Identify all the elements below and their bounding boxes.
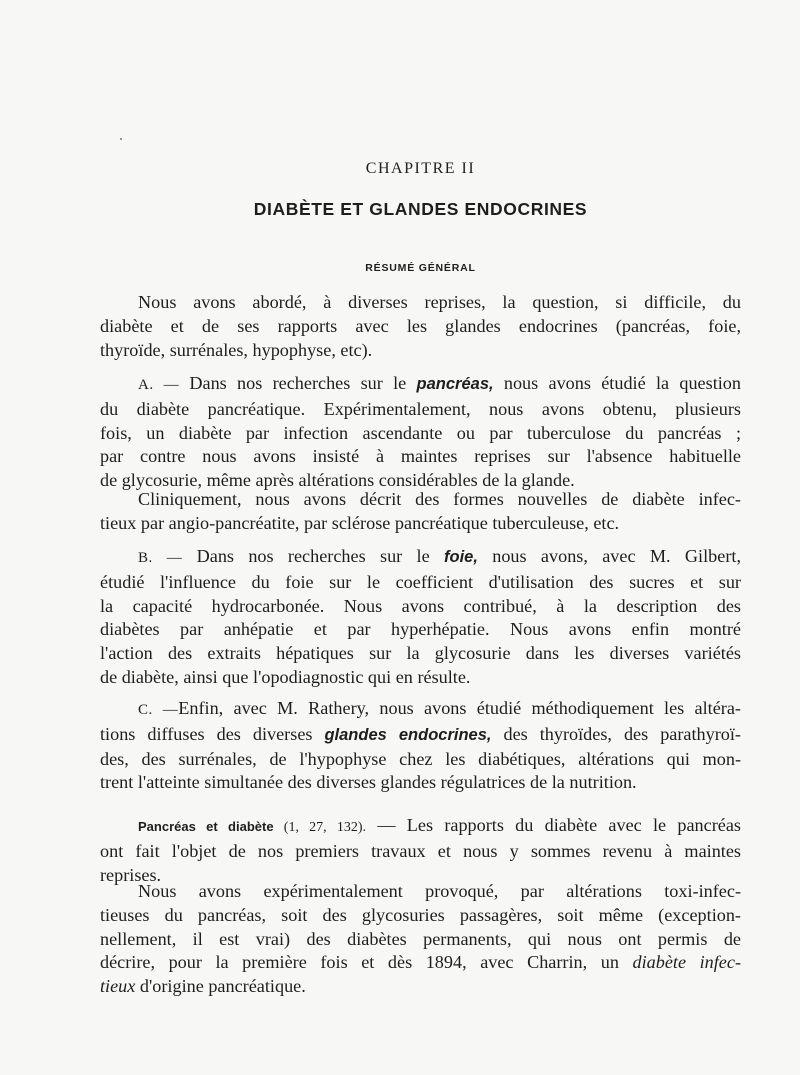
text-line: tieux d'origine pancréatique.: [100, 976, 306, 997]
references: (1, 27, 132).: [273, 820, 367, 835]
emphasis: diabète infec-: [632, 952, 741, 973]
text-line: de diabète, ainsi que l'opodiagnostic qui en résulte.: [100, 666, 471, 687]
text-line: l'action des extraits hépatiques sur la glycosurie dans les diverses variétés: [100, 643, 741, 664]
text-line: de glycosurie, même après altérations considérables de la glande.: [100, 470, 575, 491]
text-line: C. —Enfin, avec M. Rathery, nous avons étudié méthodiquement les altéra-: [138, 698, 741, 718]
text-line: du diabète pancréatique. Expérimentalement, nous avons obtenu, plusieurs: [100, 398, 741, 419]
section-a-paragraph: [100, 372, 741, 493]
section-a-clinical-paragraph: [100, 488, 741, 536]
text-line: Nous avons expérimentalement provoqué, par altérations toxi-infec-: [138, 881, 741, 901]
text-line: diabètes par anhépatie et par hyperhépatie. Nous avons enfin montré: [100, 619, 741, 640]
text-line: par contre nous avons insisté à maintes reprises sur l'absence habituelle: [100, 446, 741, 467]
section-tag: B. —: [138, 550, 183, 566]
chapter-title: DIABÈTE ET GLANDES ENDOCRINES: [253, 199, 588, 219]
section-subtitle: RÉSUMÉ GÉNÉRAL: [365, 262, 476, 274]
section-b-paragraph: [100, 545, 741, 690]
section-tag: A. —: [138, 377, 180, 393]
emphasis: glandes endocrines,: [324, 725, 492, 744]
section-c-paragraph: [100, 697, 741, 795]
document-page: [100, 0, 741, 1075]
intro-paragraph: [100, 291, 741, 362]
text-line: tieux par angio-pancréatite, par sclérose pancréatique tuberculeuse, etc.: [100, 512, 620, 533]
text-line: A. — Dans nos recherches sur le pancréas, nous avons étudié la question: [138, 373, 741, 393]
text-line: B. — Dans nos recherches sur le foie, nous avons, avec M. Gilbert,: [138, 546, 741, 566]
pancreas-paragraph: [100, 814, 741, 887]
text-line: ont fait l'objet de nos premiers travaux et nous y sommes revenu à maintes: [100, 840, 741, 861]
emphasis: pancréas,: [416, 375, 494, 393]
text-line: des, des surrénales, de l'hypophyse chez les diabétiques, altérations qui mon-: [100, 748, 741, 769]
text-line: Nous avons abordé, à diverses reprises, la question, si difficile, du: [138, 292, 741, 312]
pancreas-paragraph-2: [100, 880, 741, 999]
text-line: tieuses du pancréas, soit des glycosuries passagères, soit même (exception-: [100, 904, 741, 925]
text-line: trent l'atteinte simultanée des diverses glandes régulatrices de la nutrition.: [100, 772, 637, 793]
text-line: reprises.: [100, 864, 162, 885]
text-line: fois, un diabète par infection ascendante ou par tuberculose du pancréas ;: [100, 422, 741, 443]
text-line: nellement, il est vrai) des diabètes permanents, qui nous ont permis de: [100, 928, 741, 949]
emphasis: tieux: [100, 976, 136, 997]
text-line: tions diffuses des diverses glandes endocrines, des thyroïdes, des parathyroï-: [100, 723, 741, 744]
emphasis: foie,: [444, 548, 478, 566]
chapter-heading: CHAPITRE II: [365, 160, 476, 177]
run-in-heading: Pancréas et diabète: [138, 819, 274, 834]
section-tag: C. —: [138, 702, 179, 718]
text-line: thyroïde, surrénales, hypophyse, etc).: [100, 339, 373, 360]
text-line: étudié l'influence du foie sur le coefficient d'utilisation des sucres et sur: [100, 571, 741, 592]
text-line: Pancréas et diabète (1, 27, 132). — Les rapports du diabète avec le pancréas: [138, 815, 741, 835]
text-line: Cliniquement, nous avons décrit des formes nouvelles de diabète infec-: [138, 489, 741, 509]
text-line: décrire, pour la première fois et dès 1894, avec Charrin, un diabète infec-: [100, 952, 741, 973]
text-line: diabète et de ses rapports avec les glandes endocrines (pancréas, foie,: [100, 315, 741, 336]
text-line: la capacité hydrocarbonée. Nous avons contribué, à la description des: [100, 595, 741, 616]
